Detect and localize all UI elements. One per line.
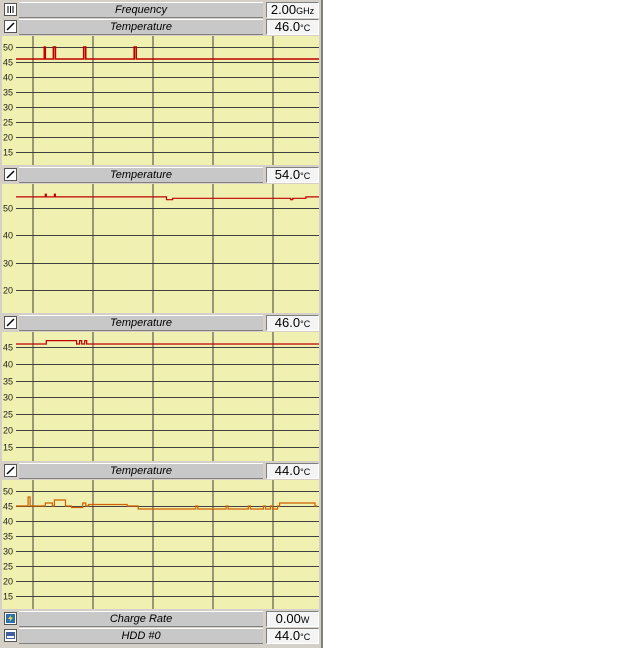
temperature-chart-3 xyxy=(2,332,319,461)
y-tick-label: 40 xyxy=(3,359,14,370)
frequency-row[interactable] xyxy=(2,2,319,18)
temperature-value-2: 54.0°C xyxy=(266,167,319,183)
frequency-label: Frequency xyxy=(19,2,263,18)
chart-svg xyxy=(2,332,319,461)
pencil-icon xyxy=(4,20,17,33)
y-tick-label: 45 xyxy=(3,501,14,512)
temperature-row-2[interactable] xyxy=(2,167,319,183)
y-tick-label: 40 xyxy=(3,230,14,241)
chart-svg xyxy=(2,36,319,165)
y-tick-label: 50 xyxy=(3,42,14,53)
temperature-value-1: 46.0°C xyxy=(266,19,319,35)
chart-background xyxy=(2,480,319,609)
y-tick-label: 20 xyxy=(3,132,14,143)
hdd-row[interactable] xyxy=(2,628,319,644)
y-tick-label: 15 xyxy=(3,591,14,602)
bars-icon xyxy=(4,3,17,16)
temperature-chart-1 xyxy=(2,36,319,165)
y-tick-label: 20 xyxy=(3,285,14,296)
y-tick-label: 50 xyxy=(3,203,14,214)
y-tick-label: 30 xyxy=(3,102,14,113)
chart-background xyxy=(2,184,319,313)
temperature-value-4: 44.0°C xyxy=(266,463,319,479)
temperature-label-2: Temperature xyxy=(19,167,263,183)
y-tick-label: 30 xyxy=(3,258,14,269)
charge-rate-value: 0.00W xyxy=(266,611,319,627)
hard-drive-icon xyxy=(4,629,17,642)
charge-rate-row[interactable] xyxy=(2,611,319,627)
y-tick-label: 25 xyxy=(3,409,14,420)
y-tick-label: 20 xyxy=(3,425,14,436)
y-tick-label: 25 xyxy=(3,117,14,128)
temperature-row-1[interactable] xyxy=(2,19,319,35)
temperature-value-3: 46.0°C xyxy=(266,315,319,331)
hdd-label: HDD #0 xyxy=(19,628,263,644)
y-tick-label: 25 xyxy=(3,561,14,572)
chart-svg xyxy=(2,184,319,313)
temperature-row-3[interactable] xyxy=(2,315,319,331)
chart-background xyxy=(2,332,319,461)
frequency-value: 2.00GHz xyxy=(266,2,319,18)
y-tick-label: 50 xyxy=(3,486,14,497)
temperature-label-3: Temperature xyxy=(19,315,263,331)
chart-background xyxy=(2,36,319,165)
chart-svg xyxy=(2,480,319,609)
y-tick-label: 40 xyxy=(3,516,14,527)
y-tick-label: 45 xyxy=(3,57,14,68)
pencil-icon xyxy=(4,316,17,329)
y-tick-label: 30 xyxy=(3,546,14,557)
y-tick-label: 35 xyxy=(3,376,14,387)
y-tick-label: 45 xyxy=(3,342,14,353)
pencil-icon xyxy=(4,168,17,181)
temperature-row-4[interactable] xyxy=(2,463,319,479)
y-tick-label: 35 xyxy=(3,531,14,542)
pencil-icon xyxy=(4,464,17,477)
temperature-chart-2 xyxy=(2,184,319,313)
y-tick-label: 30 xyxy=(3,392,14,403)
temperature-label-4: Temperature xyxy=(19,463,263,479)
battery-charge-icon xyxy=(4,612,17,625)
y-tick-label: 15 xyxy=(3,147,14,158)
y-tick-label: 40 xyxy=(3,72,14,83)
temperature-chart-4 xyxy=(2,480,319,609)
temperature-label-1: Temperature xyxy=(19,19,263,35)
y-tick-label: 15 xyxy=(3,442,14,453)
y-tick-label: 20 xyxy=(3,576,14,587)
charge-rate-label: Charge Rate xyxy=(19,611,263,627)
y-tick-label: 35 xyxy=(3,87,14,98)
hdd-value: 44.0°C xyxy=(266,628,319,644)
